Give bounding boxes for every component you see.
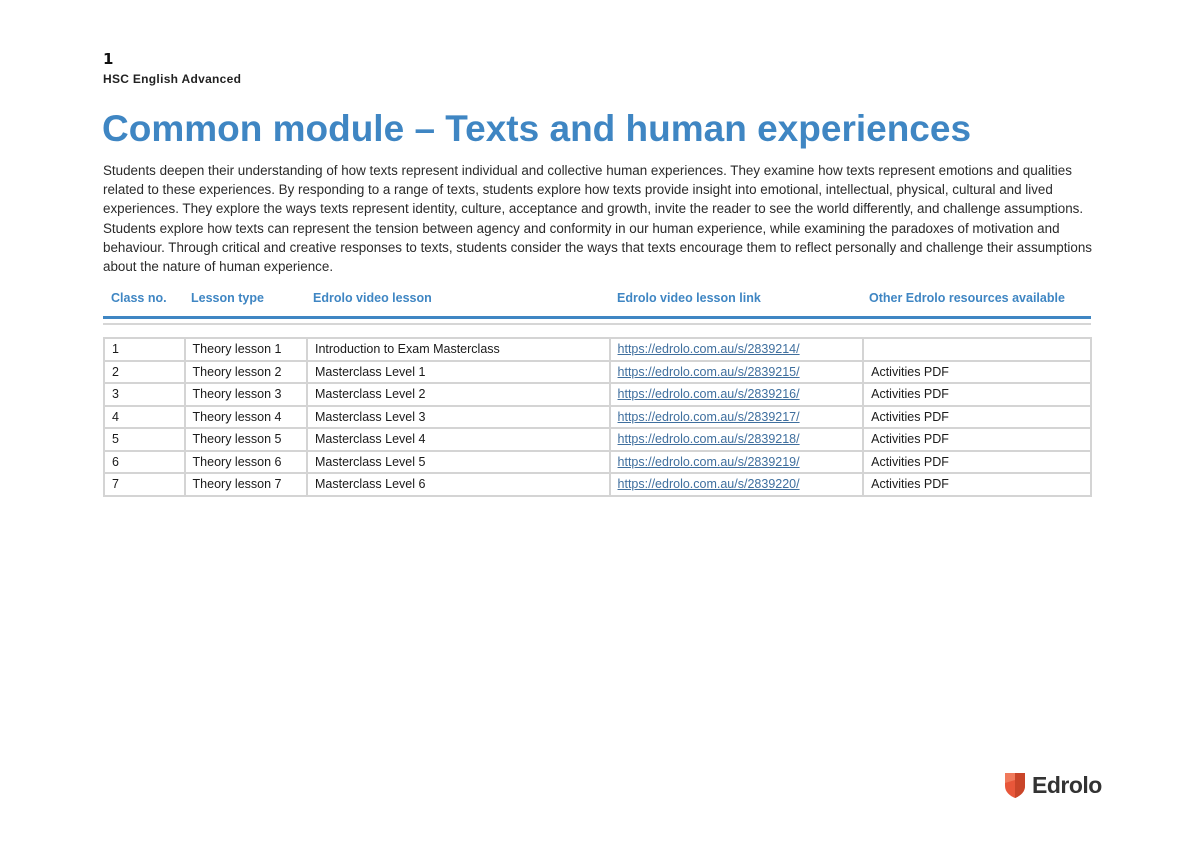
table-row bbox=[104, 451, 1091, 474]
cell-video-link bbox=[610, 451, 864, 474]
cell-video-link bbox=[610, 428, 864, 451]
lesson-link[interactable]: https://edrolo.com.au/s/2839217/ bbox=[617, 409, 800, 424]
lesson-link[interactable]: https://edrolo.com.au/s/2839215/ bbox=[617, 364, 800, 379]
table-row bbox=[104, 383, 1091, 406]
cell-video-lesson: Introduction to Exam Masterclass bbox=[307, 338, 610, 361]
lesson-link[interactable]: https://edrolo.com.au/s/2839218/ bbox=[617, 432, 800, 447]
table-header bbox=[103, 286, 1091, 319]
edrolo-shield-icon bbox=[1004, 771, 1026, 799]
cell-video-link bbox=[610, 361, 864, 384]
cell-other-resources: Activities PDF bbox=[863, 428, 1091, 451]
cell-class-no: 6 bbox=[104, 451, 185, 474]
subject-label: HSC English Advanced bbox=[103, 72, 242, 86]
cell-video-link bbox=[610, 406, 864, 429]
cell-video-lesson: Masterclass Level 5 bbox=[307, 451, 610, 474]
cell-lesson-type: Theory lesson 5 bbox=[185, 428, 307, 451]
cell-lesson-type: Theory lesson 1 bbox=[185, 338, 307, 361]
header-class-no: Class no. bbox=[111, 291, 167, 305]
cell-lesson-type: Theory lesson 3 bbox=[185, 383, 307, 406]
header-video-lesson: Edrolo video lesson bbox=[313, 291, 432, 305]
cell-video-lesson: Masterclass Level 4 bbox=[307, 428, 610, 451]
cell-video-lesson: Masterclass Level 3 bbox=[307, 406, 610, 429]
cell-other-resources: Activities PDF bbox=[863, 361, 1091, 384]
cell-lesson-type: Theory lesson 6 bbox=[185, 451, 307, 474]
table-row bbox=[104, 361, 1091, 384]
cell-other-resources: Activities PDF bbox=[863, 451, 1091, 474]
lesson-link[interactable]: https://edrolo.com.au/s/2839220/ bbox=[617, 477, 800, 492]
table-row bbox=[104, 338, 1091, 361]
page-number: 1 bbox=[103, 50, 114, 68]
module-description: Students deepen their understanding of how texts represent individual and collective human experiences. They examine how texts represent emotions and qualities related to these experiences. By responding to a range of texts, students explore how texts provide insight into emotional, intellectual, physical, cultural and lived experiences. They explore the ways texts represent identity, culture, acceptance and growth, invite the reader to see the world differently, and challenge assumptions. Students explore how texts can represent the tension between agency and conformity in our human experience, while examining the paradoxes of motivation and behaviour. Through critical and creative responses to texts, students consider the ways that texts encourage them to reflect personally and challenge their assumptions about the nature of human experience. bbox=[103, 163, 1092, 275]
page-title: Common module – Texts and human experiences bbox=[102, 108, 972, 149]
table-divider bbox=[103, 323, 1091, 325]
cell-video-link bbox=[610, 473, 864, 496]
cell-class-no: 7 bbox=[104, 473, 185, 496]
cell-class-no: 4 bbox=[104, 406, 185, 429]
cell-lesson-type: Theory lesson 4 bbox=[185, 406, 307, 429]
table-row bbox=[104, 473, 1091, 496]
logo-text: Edrolo bbox=[1032, 771, 1102, 798]
cell-video-lesson: Masterclass Level 6 bbox=[307, 473, 610, 496]
cell-class-no: 1 bbox=[104, 338, 185, 361]
cell-lesson-type: Theory lesson 7 bbox=[185, 473, 307, 496]
cell-class-no: 3 bbox=[104, 383, 185, 406]
cell-other-resources bbox=[863, 338, 1091, 361]
table-row bbox=[104, 406, 1091, 429]
lesson-table bbox=[103, 337, 1092, 497]
cell-other-resources: Activities PDF bbox=[863, 383, 1091, 406]
cell-video-lesson: Masterclass Level 1 bbox=[307, 361, 610, 384]
cell-class-no: 2 bbox=[104, 361, 185, 384]
lesson-link[interactable]: https://edrolo.com.au/s/2839214/ bbox=[617, 342, 800, 357]
cell-video-lesson: Masterclass Level 2 bbox=[307, 383, 610, 406]
edrolo-logo bbox=[1004, 770, 1102, 800]
header-lesson-type: Lesson type bbox=[191, 291, 264, 305]
cell-video-link bbox=[610, 383, 864, 406]
header-video-link: Edrolo video lesson link bbox=[617, 291, 761, 305]
cell-video-link bbox=[610, 338, 864, 361]
table-row bbox=[104, 428, 1091, 451]
cell-other-resources: Activities PDF bbox=[863, 473, 1091, 496]
lesson-link[interactable]: https://edrolo.com.au/s/2839219/ bbox=[617, 454, 800, 469]
cell-other-resources: Activities PDF bbox=[863, 406, 1091, 429]
header-other-resources: Other Edrolo resources available bbox=[869, 291, 1065, 305]
lesson-link[interactable]: https://edrolo.com.au/s/2839216/ bbox=[617, 387, 800, 402]
cell-class-no: 5 bbox=[104, 428, 185, 451]
cell-lesson-type: Theory lesson 2 bbox=[185, 361, 307, 384]
